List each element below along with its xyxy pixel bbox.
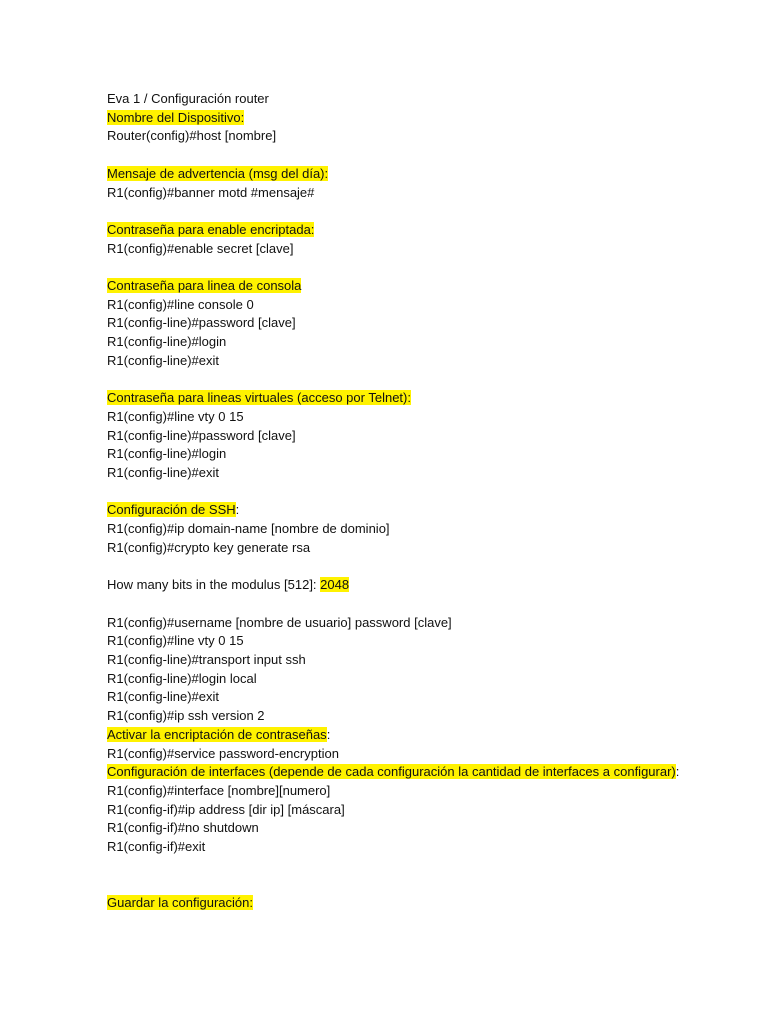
blank-line	[107, 202, 727, 221]
blank-line	[107, 857, 727, 894]
section-heading-banner	[107, 165, 727, 184]
command-line: R1(config)#enable secret [clave]	[107, 240, 294, 256]
section-heading-console	[107, 277, 727, 296]
highlight: Mensaje de advertencia (msg del día):	[107, 165, 329, 181]
blank-line	[107, 371, 727, 390]
section-heading-ssh	[107, 501, 727, 520]
document-page	[107, 90, 727, 913]
command-line: R1(config)#interface [nombre][numero]	[107, 782, 331, 798]
heading-colon: :	[235, 502, 240, 518]
blank-line	[107, 146, 727, 165]
command-line: R1(config-line)#exit	[107, 689, 219, 705]
blank-line	[107, 595, 727, 614]
command-line: R1(config-line)#exit	[107, 465, 219, 480]
modulus-prompt: How many bits in the modulus [512]:	[107, 577, 321, 593]
command-line: R1(config)#line vty 0 15	[107, 408, 244, 424]
section-heading-interfaces	[107, 763, 727, 782]
blank-line	[107, 258, 727, 277]
highlight: Configuración de interfaces (depende de cada configuración la cantidad de interfaces a configurar)	[107, 764, 676, 780]
highlight: Contraseña para enable encriptada:	[107, 221, 315, 237]
command-line: R1(config)#line console 0	[107, 296, 254, 312]
highlight: Configuración de SSH	[107, 502, 236, 518]
highlight: Activar la encriptación de contraseñas	[107, 726, 327, 742]
heading-colon: :	[326, 726, 331, 742]
heading-colon: :	[675, 764, 680, 780]
highlight: Contraseña para lineas virtuales (acceso por Telnet):	[107, 390, 411, 406]
highlight: Nombre del Dispositivo:	[107, 109, 245, 125]
heading-colon: :	[249, 895, 253, 911]
command-line: R1(config)#crypto key generate rsa	[107, 539, 311, 555]
command-line: R1(config)#service password-encryption	[107, 745, 339, 761]
command-line: R1(config-line)#login local	[107, 670, 257, 686]
command-line: R1(config)#username [nombre de usuario] password [clave]	[107, 614, 452, 630]
section-heading-vty	[107, 389, 727, 408]
command-line: R1(config-if)#ip address [dir ip] [máscara]	[107, 801, 345, 817]
blank-line	[107, 483, 727, 502]
command-line: R1(config-line)#login	[107, 334, 227, 350]
highlight: Guardar la configuración	[107, 895, 250, 911]
command-line: R1(config)#banner motd #mensaje#	[107, 184, 315, 200]
modulus-value: 2048	[320, 577, 350, 593]
command-line: R1(config-line)#transport input ssh	[107, 651, 306, 667]
highlight: Contraseña para linea de consola	[107, 277, 302, 293]
section-heading-encryption	[107, 726, 727, 745]
command-line: R1(config)#ip domain-name [nombre de dominio]	[107, 521, 390, 537]
command-line: R1(config)#line vty 0 15	[107, 633, 244, 649]
command-line: R1(config-line)#password [clave]	[107, 427, 296, 443]
command-line: R1(config-line)#login	[107, 446, 227, 462]
command-line: R1(config-line)#password [clave]	[107, 315, 296, 331]
modulus-line	[107, 576, 727, 595]
section-heading-device-name	[107, 109, 727, 128]
command-line: R1(config-line)#exit	[107, 352, 219, 368]
command-line: R1(config-if)#no shutdown	[107, 820, 259, 836]
section-heading-enable-secret	[107, 221, 727, 240]
command-line: Router(config)#host [nombre]	[107, 128, 277, 144]
doc-title: Eva 1 / Configuración router	[107, 91, 269, 106]
command-line: R1(config)#ip ssh version 2	[107, 708, 265, 724]
section-heading-save	[107, 894, 727, 913]
command-line: R1(config-if)#exit	[107, 839, 206, 855]
blank-line	[107, 558, 727, 577]
